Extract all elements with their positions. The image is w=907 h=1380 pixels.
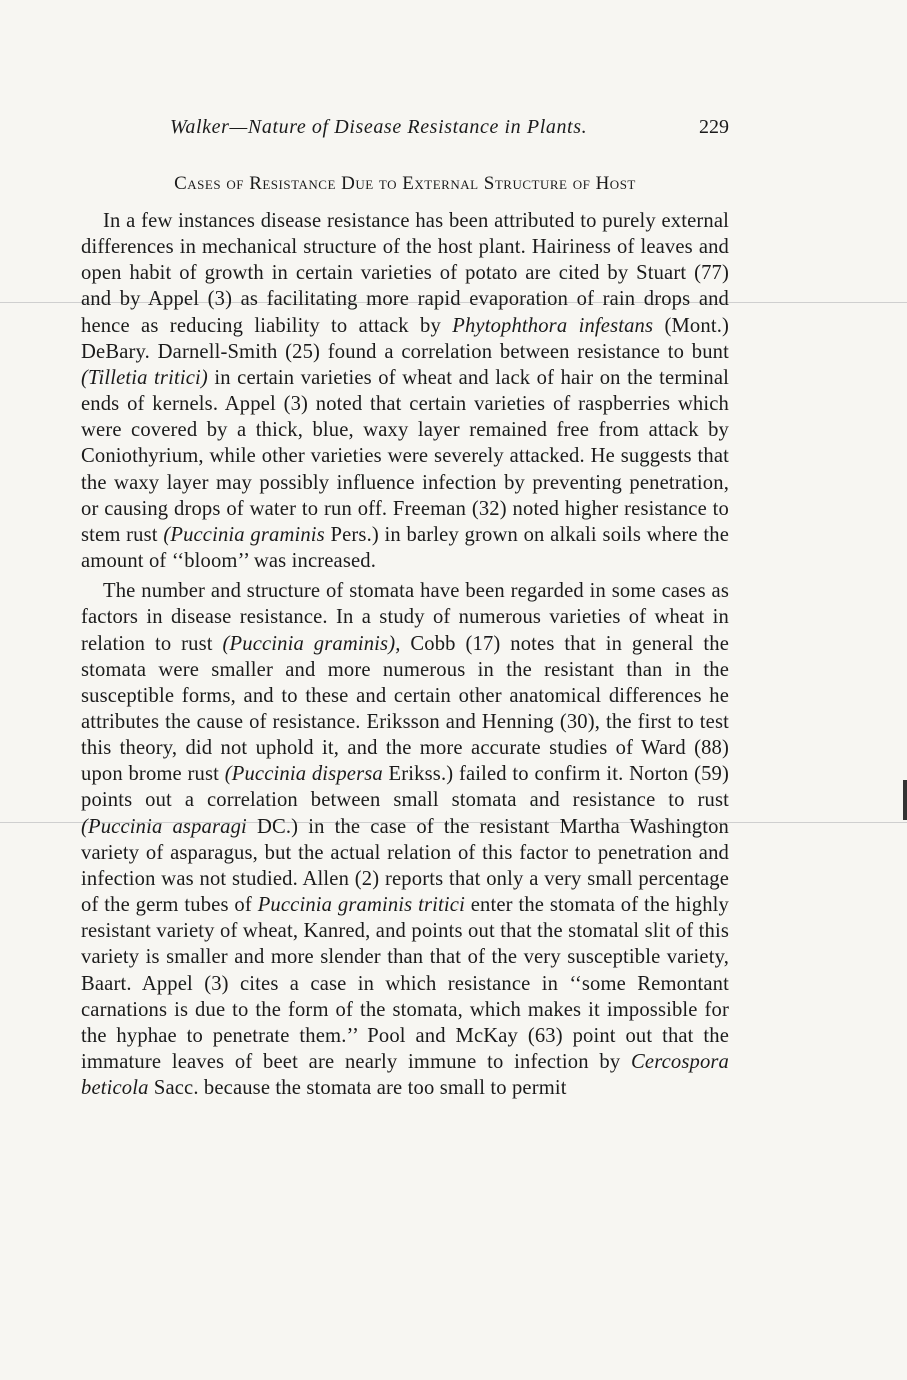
paragraph	[81, 578, 729, 1101]
italic-species-name: (Puccinia graminis	[163, 523, 325, 546]
italic-species-name: Phytophthora infestans	[452, 314, 654, 337]
italic-species-name: (Tilletia tritici)	[81, 366, 208, 389]
running-title: Walker—Nature of Disease Resistance in Plants.	[170, 116, 588, 138]
italic-species-name: Puccinia graminis tritici	[257, 894, 465, 917]
running-header	[81, 113, 729, 143]
text-run: In a few instances disease resistance has been attributed to purely external differences in mechanical structure of the host plant. Hairiness of leaves and open habit of growth in certain varieties of potato are cited by Stuart (77) and by Appel (3) as facilitating more rapid evaporation of rain drops and hence as reducing liability to attack by	[81, 210, 729, 337]
scan-edge-mark	[903, 780, 907, 820]
text-run: Pers.) in barley grown on alkali soils where the amount of ‘‘bloom’’ was increased.	[81, 523, 729, 573]
text-run: DC.) in the case of the resistant Martha Washington variety of asparagus, but the actual relation of this factor to penetration and infection was not studied. Allen (2) reports that only a very small percentage of the germ tubes of	[81, 815, 729, 917]
text-run: Erikss.) failed to confirm it. Norton (59) points out a correlation between small stomata and resistance to rust	[81, 763, 729, 812]
italic-species-name: (Puccinia dispersa	[224, 763, 383, 786]
italic-species-name: (Puccinia graminis),	[222, 632, 401, 655]
italic-species-name: Cercospora beticola	[81, 1051, 729, 1100]
text-run: enter the stomata of the highly resistant variety of wheat, Kanred, and points out that the stomatal slit of this variety is smaller and more slender than that of the very susceptible variety, Baart. Appel (3) cites a case in which resistance in ‘‘some Remontant carnations is due to the form of the stomata, which makes it impossible for the hyphae to penetrate them.’’ Pool and McKay (63) point out that the immature leaves of beet are nearly immune to infection by	[81, 894, 729, 1073]
paragraph	[81, 208, 729, 574]
text-run: Sacc. because the stomata are too small to permit	[148, 1077, 567, 1100]
body-text	[81, 208, 729, 1101]
text-run: Cobb (17) notes that in general the stomata were smaller and more numerous in the resistant than in the susceptible forms, and to these and certain other anatomical differences he attributes the cause of resistance. Eriksson and Henning (30), the first to test this theory, did not uphold it, and the more accurate studies of Ward (88) upon brome rust	[81, 632, 729, 786]
text-run: in certain varieties of wheat and lack of hair on the terminal ends of kernels. Appel (3) noted that certain varieties of raspberries which were covered by a thick, blue, waxy layer remained free from attack by Coniothyrium, while other varieties were severely attacked. He suggests that the waxy layer may possibly influence infection by preventing penetration, or causing drops of water to run off. Freeman (32) noted higher resistance to stem rust	[81, 366, 729, 546]
section-heading: Cases of Resistance Due to External Structure of Host	[174, 173, 636, 194]
page-number: 229	[699, 116, 729, 138]
text-run: (Mont.) DeBary. Darnell-Smith (25) found a correlation between resistance to bunt	[81, 314, 730, 363]
text-run: The number and structure of stomata have been regarded in some cases as factors in disease resistance. In a study of numerous varieties of wheat in relation to rust	[81, 580, 729, 655]
italic-species-name: (Puccinia asparagi	[81, 815, 247, 838]
